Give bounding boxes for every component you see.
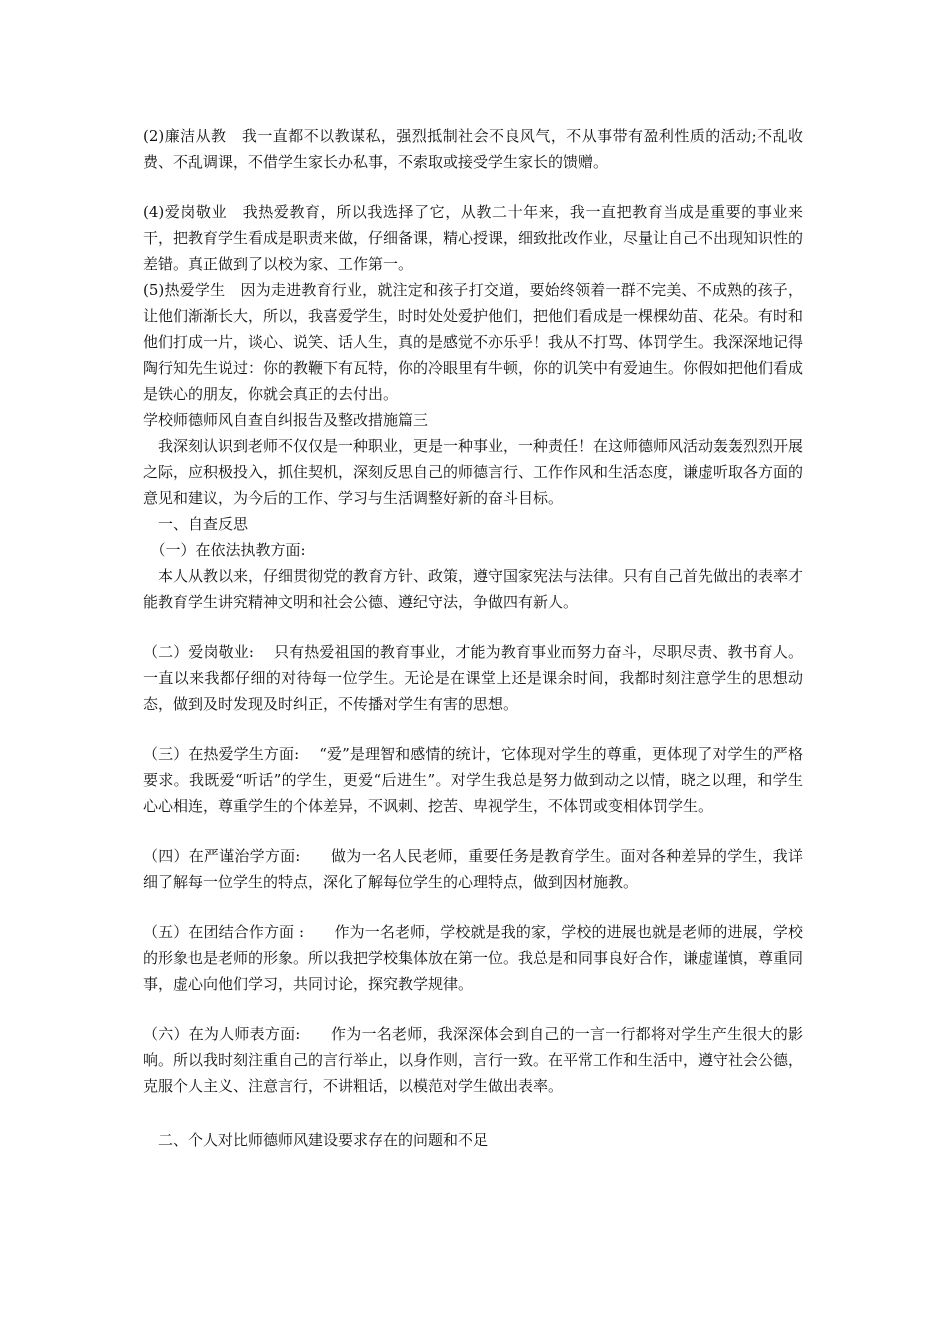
document-page: [143, 123, 803, 1153]
paragraph-dedication: (4)爱岗敬业 我热爱教育，所以我选择了它，从教二十年来，我一直把教育当成是重要的事业来干，把教育学生看成是职责来做，仔细备课，精心授课，细致批改作业，尽量让自己不出现知识性的差错。真正做到了以校为家、工作第一。: [143, 203, 804, 273]
paragraph-teamwork: （五）在团结合作方面 : 作为一名老师，学校就是我的家，学校的进展也就是老师的进展，学校的形象也是老师的形象。所以我把学校集体放在第一位。我总是和同事良好合作，谦虚谨慎，尊重同事，虚心向他们学习，共同讨论，探究教学规律。: [143, 923, 804, 993]
paragraph-law: 本人从教以来，仔细贯彻党的教育方针、政策，遵守国家宪法与法律。只有自己首先做出的表率才能教育学生讲究精神文明和社会公德、遵纪守法，争做四有新人。: [143, 567, 804, 611]
paragraph-intro: 我深刻认识到老师不仅仅是一种职业，更是一种事业，一种责任！在这师德师风活动轰轰烈烈开展之际，应积极投入，抓住契机，深刻反思自己的师德言行、工作作风和生活态度，谦虚听取各方面的意见和建议，为今后的工作、学习与生活调整好新的奋斗目标。: [143, 437, 804, 507]
paragraph-integrity: (2)廉洁从教 我一直都不以教谋私，强烈抵制社会不良风气，不从事带有盈利性质的活动;不乱收费、不乱调课，不借学生家长办私事，不索取或接受学生家长的馈赠。: [143, 127, 803, 171]
paragraph-rigorous: （四）在严谨治学方面: 做为一名人民老师，重要任务是教育学生。面对各种差异的学生，我详细了解每一位学生的特点，深化了解每位学生的心理特点，做到因材施教。: [143, 847, 803, 891]
paragraph-care-students: （三）在热爱学生方面: “爱”是理智和感情的统计，它体现对学生的尊重，更体现了对学生的严格要求。我既爱“听话”的学生，更爱“后进生”。对学生我总是努力做到动之以情，晓之以理，和学生心心相连，尊重学生的个体差异，不讽刺、挖苦、卑视学生，不体罚或变相体罚学生。: [143, 745, 803, 815]
heading-problems: 二、个人对比师德师风建设要求存在的问题和不足: [143, 1131, 489, 1149]
paragraph-work-love: （二）爱岗敬业: 只有热爱祖国的教育事业，才能为教育事业而努力奋斗，尽职尽责、教书育人。一直以来我都仔细的对待每一位学生。无论是在课堂上还是课余时间，我都时刻注意学生的思想动态，做到及时发现及时纠正，不传播对学生有害的思想。: [143, 643, 803, 713]
paragraph-love-students: (5)热爱学生 因为走进教育行业，就注定和孩子打交道，要始终领着一群不完美、不成熟的孩子，让他们渐渐长大，所以，我喜爱学生，时时处处爱护他们，把他们看成是一棵棵幼苗、花朵。有时和他们打成一片，谈心、说笑、话人生，真的是感觉不亦乐乎！我从不打骂、体罚学生。我深深地记得陶行知先生说过：你的教鞭下有瓦特，你的冷眼里有牛顿，你的讥笑中有爱迪生。你假如把他们看成是铁心的朋友，你就会真正的去付出。: [143, 281, 804, 403]
heading-self-review: 一、自查反思: [143, 515, 249, 533]
subheading-law: （一）在依法执教方面:: [143, 541, 306, 559]
paragraph-role-model: （六）在为人师表方面: 作为一名老师，我深深体会到自己的一言一行都将对学生产生很大的影响。所以我时刻注重自己的言行举止，以身作则，言行一致。在平常工作和生活中，遵守社会公德，克服个人主义、注意言行，不讲粗话，以模范对学生做出表率。: [143, 1025, 804, 1095]
section-title: 学校师德师风自查自纠报告及整改措施篇三: [143, 411, 429, 429]
